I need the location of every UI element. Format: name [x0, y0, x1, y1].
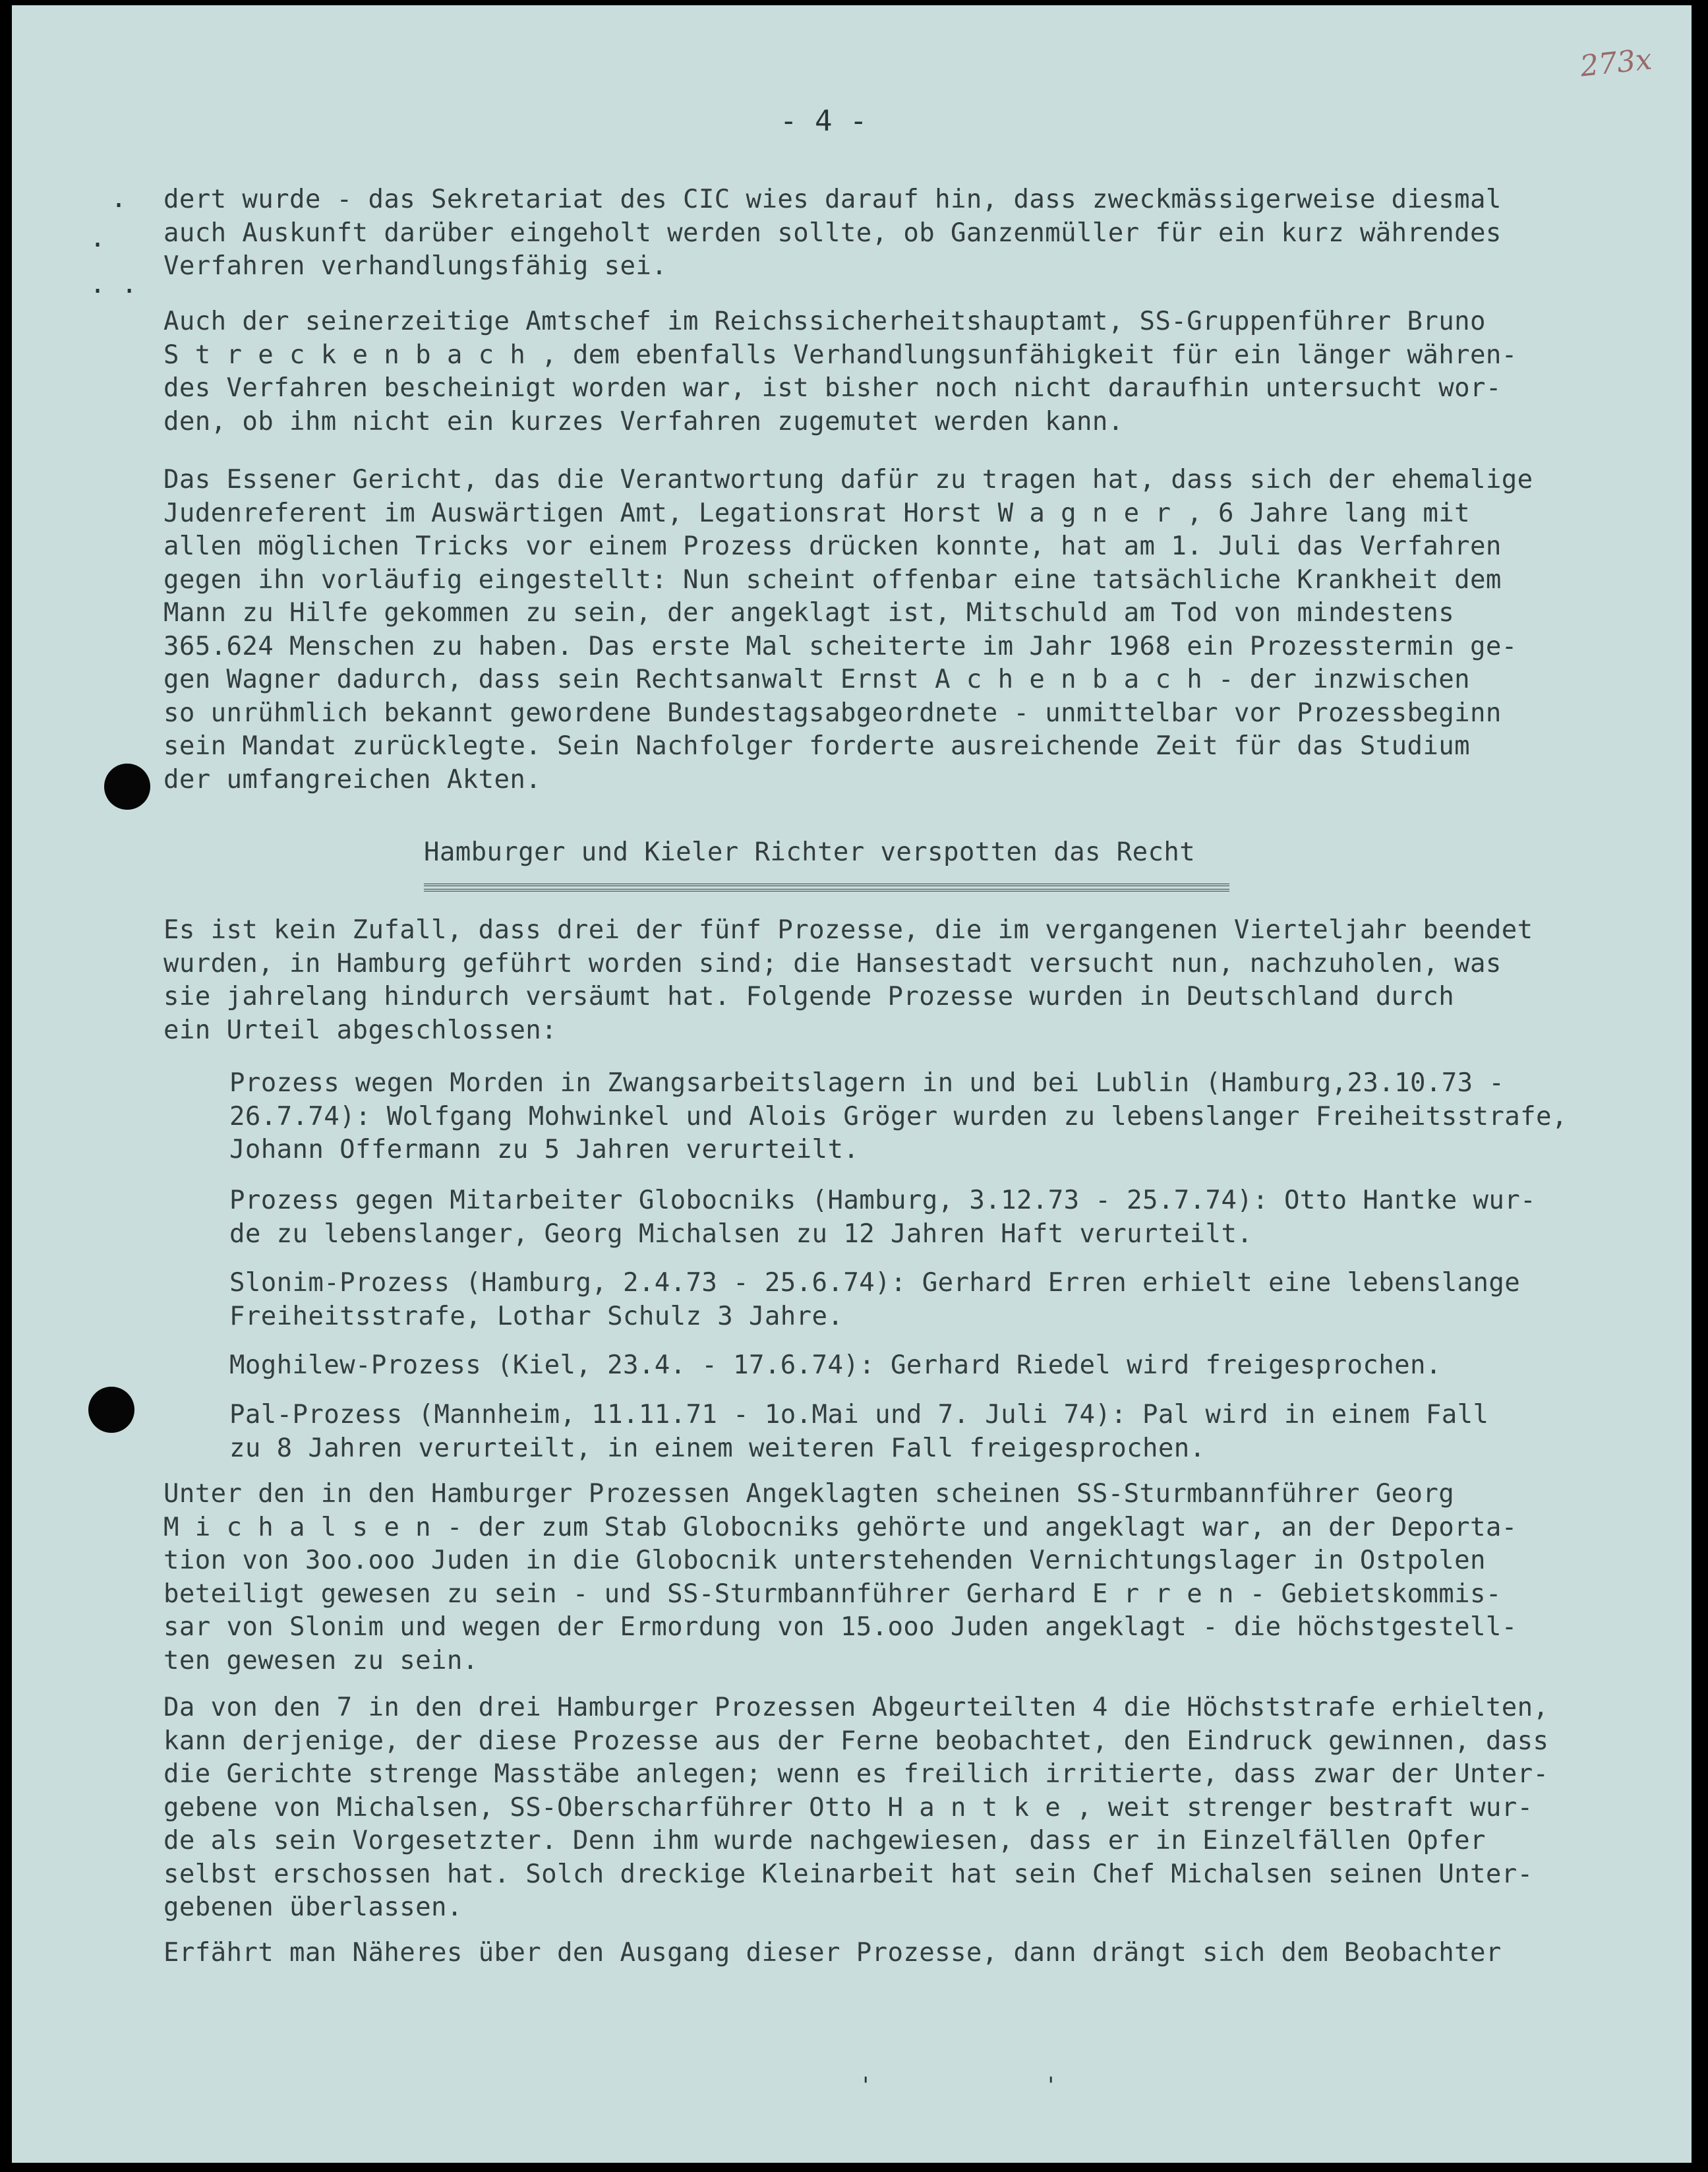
- footer-marks: ' ': [859, 2072, 1137, 2099]
- margin-mark: . .: [90, 269, 138, 299]
- document-page: [12, 5, 1692, 2163]
- trial-entry: Prozess wegen Morden in Zwangsarbeitslagern in und bei Lublin (Hamburg,23.10.73 - 26.7.74): Wolfgang Mohwinkel und Alois Gröger wurden zu lebenslanger Freiheitsstrafe, Johann Offermann zu 5 Jahren verurteilt.: [229, 1068, 1568, 1164]
- trial-entry: Moghilew-Prozess (Kiel, 23.4. - 17.6.74): Gerhard Riedel wird freigesprochen.: [229, 1350, 1442, 1380]
- paragraph: Unter den in den Hamburger Prozessen Angeklagten scheinen SS-Sturmbannführer Georg M i c h a l s e n - der zum Stab Globocniks gehörte und angeklagt war, an der Deporta- tion von 3oo.ooo Juden in die Globocnik unterstehenden Vernichtungslager in Ostpolen beteiligt gewesen zu sein - und SS-Sturmbannführer Gerhard E r r e n - Gebietskommis- sar von Slonim und wegen der Ermordung von 15.ooo Juden angeklagt - die höchstgestell- ten gewesen zu sein.: [163, 1479, 1517, 1675]
- paragraph: Das Essener Gericht, das die Verantwortung dafür zu tragen hat, dass sich der ehemalige Judenreferent im Auswärtigen Amt, Legationsrat Horst W a g n e r , 6 Jahre lang mit allen möglichen Tricks vor einem Prozess drücken konnte, hat am 1. Juli das Verfahren gegen ihn vorläufig eingestellt: Nun scheint offenbar eine tatsächliche Krankheit dem Mann zu Hilfe gekommen zu sein, der angeklagt ist, Mitschuld am Tod von mindestens 365.624 Menschen zu haben. Das erste Mal scheiterte im Jahr 1968 ein Prozesstermin ge- gen Wagner dadurch, dass sein Rechtsanwalt Ernst A c h e n b a c h - der inzwischen so unrühmlich bekannt gewordene Bundestagsabgeordnete - unmittelbar vor Prozessbeginn sein Mandat zurücklegte. Sein Nachfolger forderte ausreichende Zeit für das Studium der umfangreichen Akten.: [163, 465, 1533, 795]
- section-intro: Es ist kein Zufall, dass drei der fünf Prozesse, die im vergangenen Vierteljahr beendet wurden, in Hamburg geführt worden sind; die Hansestadt versucht nun, nachzuholen, was sie jahrelang hindurch versäumt hat. Folgende Prozesse wurden in Deutschland durch ein Urteil abgeschlossen:: [163, 915, 1533, 1045]
- handwritten-folio-number: 273x: [1578, 42, 1654, 84]
- trial-entry: Slonim-Prozess (Hamburg, 2.4.73 - 25.6.74): Gerhard Erren erhielt eine lebenslange Freiheitsstrafe, Lothar Schulz 3 Jahre.: [229, 1268, 1521, 1331]
- trial-entry: Pal-Prozess (Mannheim, 11.11.71 - 1o.Mai und 7. Juli 74): Pal wird in einem Fall zu 8 Jahren verurteilt, in einem weiteren Fall freigesprochen.: [229, 1400, 1489, 1463]
- trial-entry: Prozess gegen Mitarbeiter Globocniks (Hamburg, 3.12.73 - 25.7.74): Otto Hantke wur- de zu lebenslanger, Georg Michalsen zu 12 Jahren Haft verurteilt.: [229, 1186, 1537, 1249]
- paragraph: Erfährt man Näheres über den Ausgang dieser Prozesse, dann drängt sich dem Beobachter: [163, 1938, 1502, 1968]
- punch-hole: [88, 1387, 134, 1433]
- paragraph: Da von den 7 in den drei Hamburger Prozessen Abgeurteilten 4 die Höchststrafe erhielten, kann derjenige, der diese Prozesse aus der Ferne beobachtet, den Eindruck gewinnen, dass die Gerichte strenge Masstäbe anlegen; wenn es freilich irritierte, dass zwar der Unter- gebene von Michalsen, SS-Oberscharführer Otto H a n t k e , weit strenger bestraft wur- de als sein Vorgesetzter. Denn ihm wurde nachgewiesen, dass er in Einzelfällen Opfer selbst erschossen hat. Solch dreckige Kleinarbeit hat sein Chef Michalsen seinen Unter- gebenen überlassen.: [163, 1693, 1549, 1922]
- punch-hole: [104, 764, 150, 810]
- paragraph: dert wurde - das Sekretariat des CIC wies darauf hin, dass zweckmässigerweise diesmal auch Auskunft darüber eingeholt werden sollte, ob Ganzenmüller für ein kurz währendes Verfahren verhandlungsfähig sei.: [163, 185, 1502, 281]
- margin-mark: .: [90, 223, 106, 253]
- heading-underline: [424, 884, 1229, 891]
- paragraph: Auch der seinerzeitige Amtschef im Reichssicherheitshauptamt, SS-Gruppenführer Bruno S t r e c k e n b a c h , dem ebenfalls Verhandlungsunfähigkeit für ein länger währen- des Verfahren bescheinigt worden war, ist bisher noch nicht daraufhin untersucht wor- den, ob ihm nicht ein kurzes Verfahren zugemutet werden kann.: [163, 307, 1517, 437]
- section-heading: Hamburger und Kieler Richter verspotten das Recht: [424, 837, 1196, 867]
- page-number: - 4 -: [780, 104, 868, 138]
- margin-mark: .: [111, 183, 127, 214]
